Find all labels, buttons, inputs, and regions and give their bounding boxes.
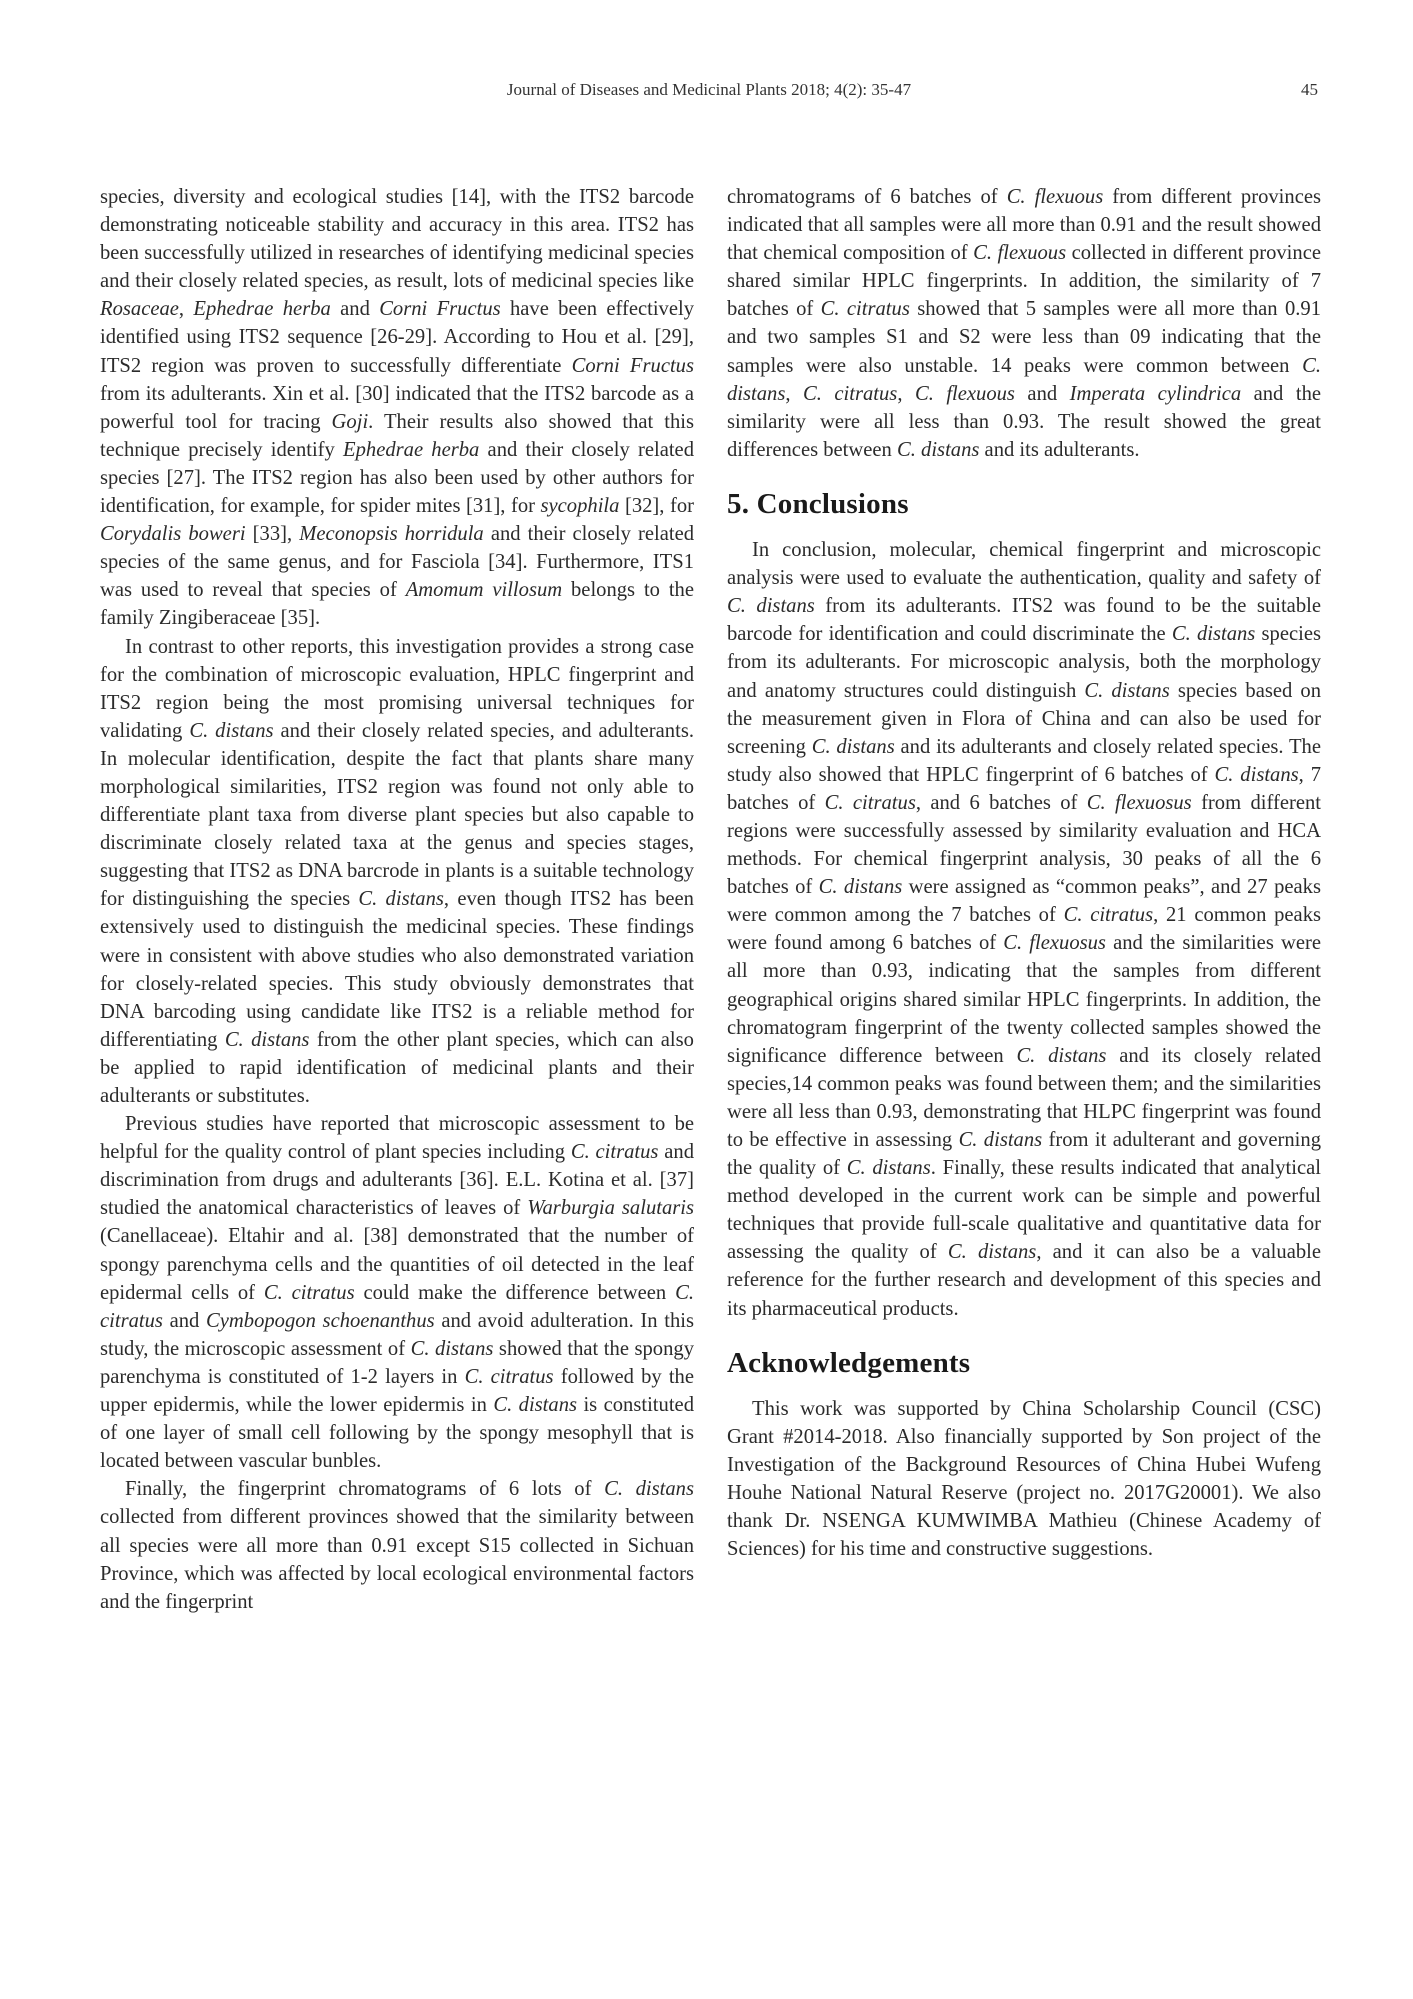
italic-term: C. distans [1171, 623, 1256, 646]
italic-term: Amomum villosum [405, 579, 563, 602]
italic-term: C. citratus [100, 1281, 694, 1332]
italic-term: C. distans [224, 1028, 310, 1051]
italic-term: C. distans [897, 438, 980, 461]
right-column [727, 183, 1321, 1563]
italic-term: C. citratus [1063, 904, 1154, 927]
running-header [100, 80, 1318, 110]
italic-term: C. flexuous [1006, 186, 1104, 208]
page-number: 45 [1301, 80, 1318, 99]
section-heading-acknowledgements: Acknowledgements [727, 1346, 971, 1379]
section-heading-conclusions: 5. Conclusions [727, 487, 909, 520]
italic-term: C. distans [727, 354, 1321, 405]
italic-term: C. flexuous [973, 242, 1067, 265]
paragraph: This work was supported by China Scholarship Council (CSC) Grant #2014-2018. Also financially supported by Son project of the Investigation of the Background Resources of China Hubei Wufeng Houhe National Natural Reserve (project no. 2017G20001). We also thank Dr. NSENGA KUMWIMBA Mathieu (Chinese Academy of Sciences) for his time and constructive suggestions. [727, 1397, 1321, 1561]
italic-term: C. citratus [263, 1281, 355, 1304]
italic-term: Ephedrae herba [193, 298, 331, 321]
italic-term: C. flexuosus [1086, 791, 1192, 814]
italic-term: C. distans [604, 1478, 694, 1501]
italic-term: Ephedrae herba [343, 438, 480, 461]
italic-term: Goji [331, 410, 369, 433]
italic-term: C. distans [1214, 763, 1299, 786]
italic-term: Corydalis boweri [100, 523, 246, 546]
journal-citation: Journal of Diseases and Medicinal Plants 2018; 4(2): 35-47 [506, 80, 912, 99]
italic-term: Meconopsis horridula [299, 523, 484, 546]
italic-term: sycophila [540, 495, 620, 518]
left-column [100, 183, 694, 1616]
italic-term: Corni Fructus [571, 354, 694, 377]
italic-term: C. distans [811, 735, 895, 758]
italic-term: C. citratus [824, 791, 916, 814]
italic-term: C. citratus [570, 1141, 659, 1164]
paragraph: In conclusion, molecular, chemical fingerprint and microscopic analysis were used to evaluate the authentication, quality and safety of C. distans from its adulterants. ITS2 was found to be the suitable barcode for identification and could discriminate the C. distans species from its adulterants. For microscopic analysis, both the morphology and anatomy structures could distinguish C. distans species based on the measurement given in Flora of China and can also be used for screening C. distans and its adulterants and closely related species. The study also showed that HPLC fingerprint of 6 batches of C. distans, 7 batches of C. citratus, and 6 batches of C. flexuosus from different regions were successfully assessed by similarity evaluation and HCA methods. For chemical fingerprint analysis, 30 peaks of all the 6 batches of C. distans were assigned as “common peaks”, and 27 peaks were common among the 7 batches of C. citratus, 21 common peaks were found among 6 batches of C. flexuosus and the similarities were all more than 0.93, indicating that the samples from different geographical origins shared similar HPLC fingerprints. In addition, the chromatogram fingerprint of the twenty collected samples showed the significance difference between C. distans and its closely related species,14 common peaks was found between them; and the similarities were all less than 0.93, demonstrating that HLPC fingerprint was found to be effective in assessing C. distans from it adulterant and governing the quality of C. distans. Finally, these results indicated that analytical method developed in the current work can be simple and powerful techniques that provide full-scale qualitative and quantitative data for assessing the quality of C. distans, and it can also be a valuable reference for the further research and development of this species and its pharmaceutical products. [727, 539, 1322, 1320]
italic-term: C. distans [947, 1241, 1037, 1264]
italic-term: Cymbopogon schoenanthus [206, 1309, 435, 1332]
italic-term: C. citratus [820, 298, 910, 321]
italic-term: C. citratus [803, 382, 898, 405]
paragraph: Finally, the fingerprint chromatograms of 6 lots of C. distans collected from different provinces showed that the similarity between all species were all more than 0.91 except S15 collected in Sichuan Province, which was affected by local ecological environmental factors and the fingerprint [100, 1478, 694, 1613]
italic-term: Corni Fructus [379, 298, 501, 321]
paragraph: In contrast to other reports, this investigation provides a strong case for the combination of microscopic evaluation, HPLC fingerprint and ITS2 region being the most promising universal techniques for validating C. distans and their closely related species, and adulterants. In molecular identification, despite the fact that plants share many morphological similarities, ITS2 region was found not only able to differentiate plant taxa from diverse plant species but also capable to discriminate closely related taxa at the genus and species stages, suggesting that ITS2 as DNA barcrode in plants is a suitable technology for distinguishing the species C. distans, even though ITS2 has been extensively used to distinguish the medicinal species. These findings were in consistent with above studies who also demonstrated variation for closely-related species. This study obviously demonstrates that DNA barcoding using candidate like ITS2 is a reliable method for differentiating C. distans from the other plant species, which can also be applied to rapid identification of medicinal plants and their adulterants or substitutes. [100, 635, 694, 1107]
italic-term: C. citratus [464, 1365, 554, 1388]
italic-term: C. distans [410, 1337, 494, 1360]
italic-term: Imperata cylindrica [1069, 382, 1242, 405]
italic-term: C. distans [1084, 679, 1170, 702]
paragraph: species, diversity and ecological studies [14], with the ITS2 barcode demonstrating noticeable stability and accuracy in this area. ITS2 has been successfully utilized in researches of identifying medicinal species and their closely related species, as result, lots of medicinal species like Rosaceae, Ephedrae herba and Corni Fructus have been effectively identified using ITS2 sequence [26-29]. According to Hou et al. [29], ITS2 region was proven to successfully differentiate Corni Fructus from its adulterants. Xin et al. [30] indicated that the ITS2 barcode as a powerful tool for tracing Goji. Their results also showed that this technique precisely identify Ephedrae herba and their closely related species [27]. The ITS2 region has also been used by other authors for identification, for example, for spider mites [31], for sycophila [32], for Corydalis boweri [33], Meconopsis horridula and their closely related species of the same genus, and for Fasciola [34]. Furthermore, ITS1 was used to reveal that species of Amomum villosum belongs to the family Zingiberaceae [35]. [100, 186, 695, 630]
paragraph: chromatograms of 6 batches of C. flexuous from different provinces indicated that all samples were all more than 0.91 and the result showed that chemical composition of C. flexuous collected in different province shared similar HPLC fingerprints. In addition, the similarity of 7 batches of C. citratus showed that 5 samples were all more than 0.91 and two samples S1 and S2 were less than 09 indicating that the samples were also unstable. 14 peaks were common between C. distans, C. citratus, C. flexuous and Imperata cylindrica and the similarity were all less than 0.93. The result showed the great differences between C. distans and its adulterants. [727, 186, 1322, 461]
italic-term: C. distans [358, 888, 444, 911]
italic-term: C. distans [846, 1157, 931, 1180]
paragraph: Previous studies have reported that microscopic assessment to be helpful for the quality control of plant species including C. citratus and discrimination from drugs and adulterants [36]. E.L. Kotina et al. [37] studied the anatomical characteristics of leaves of Warburgia salutaris (Canellaceae). Eltahir and al. [38] demonstrated that the number of spongy parenchyma cells and the quantities of oil detected in the leaf epidermal cells of C. citratus could make the difference between C. citratus and Cymbopogon schoenanthus and avoid adulteration. In this study, the microscopic assessment of C. distans showed that the spongy parenchyma is constituted of 1-2 layers in C. citratus followed by the upper epidermis, while the lower epidermis in C. distans is constituted of one layer of small cell following by the spongy mesophyll that is located between vascular bunbles. [100, 1113, 695, 1473]
italic-term: C. distans [818, 876, 903, 899]
italic-term: C. distans [189, 719, 274, 742]
italic-term: Warburgia salutaris [527, 1197, 695, 1220]
italic-term: C. distans [727, 595, 815, 618]
italic-term: C. distans [493, 1394, 578, 1417]
italic-term: C. distans [958, 1129, 1043, 1151]
italic-term: C. flexuous [914, 382, 1015, 405]
italic-term: C. flexuosus [1003, 932, 1106, 955]
italic-term: Rosaceae [100, 298, 179, 321]
italic-term: C. distans [1016, 1044, 1107, 1067]
